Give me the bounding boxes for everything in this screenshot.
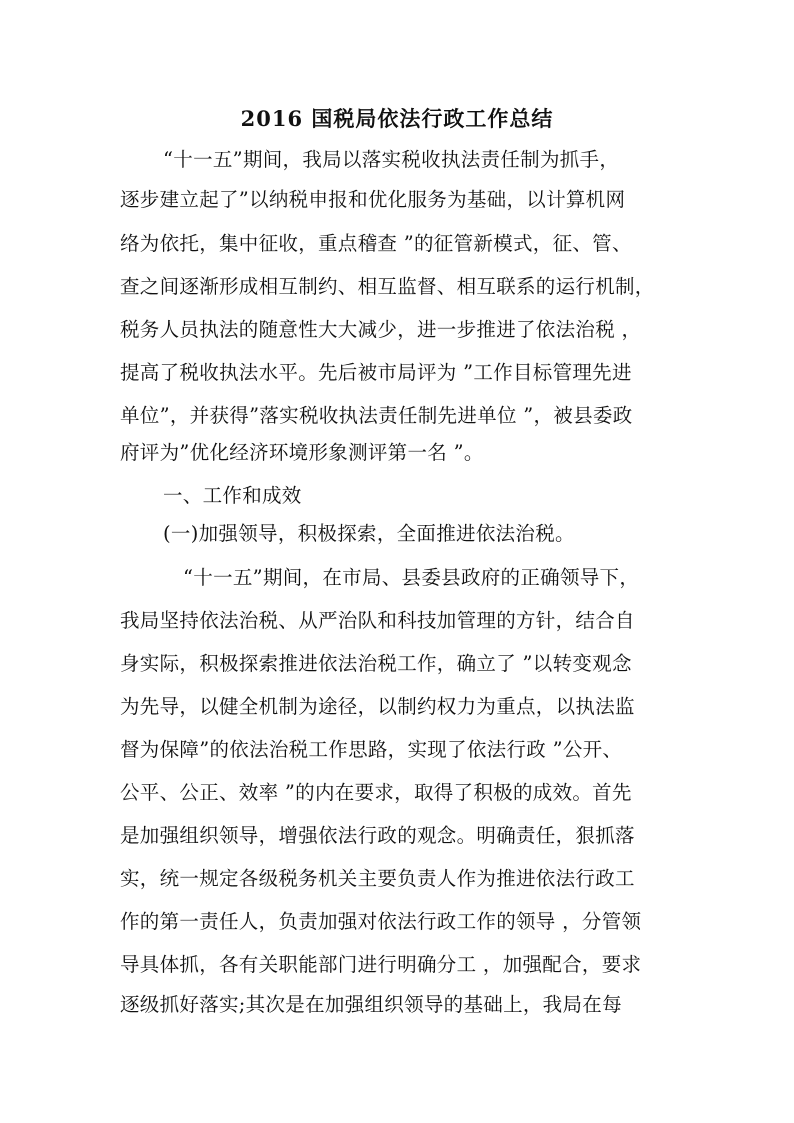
- paragraph-line: “十一五”期间，我局以落实税收执法责任制为抓手，: [163, 148, 620, 171]
- paragraph-line: 实，统一规定各级税务机关主要负责人作为推进依法行政工: [120, 867, 635, 890]
- section-heading: 一、工作和成效: [163, 484, 302, 507]
- document-title: 2016 国税局依法行政工作总结: [240, 106, 554, 131]
- paragraph-line: 单位”，并获得”落实税收执法责任制先进单位 ”，被县委政: [120, 404, 633, 427]
- paragraph-line: 导具体抓，各有关职能部门进行明确分工 ，加强配合，要求: [120, 953, 642, 976]
- paragraph-line: 络为依托，集中征收，重点稽查 ”的征管新模式，征、管、: [120, 232, 632, 255]
- paragraph-line: 府评为”优化经济环境形象测评第一名 ”。: [120, 441, 484, 464]
- paragraph-line: “十一五”期间，在市局、县委县政府的正确领导下，: [183, 566, 640, 589]
- paragraph-line: 作的第一责任人，负责加强对依法行政工作的领导 ，分管领: [120, 910, 642, 933]
- paragraph-line: 是加强组织领导，增强依法行政的观念。明确责任，狠抓落: [120, 824, 635, 847]
- paragraph-line: 公平、公正、效率 ”的内在要求，取得了积极的成效。首先: [120, 781, 632, 804]
- paragraph-line: 逐步建立起了”以纳税申报和优化服务为基础，以计算机网: [120, 188, 626, 211]
- paragraph-line: 税务人员执法的随意性大大减少，进一步推进了依法治税 ，: [120, 318, 642, 341]
- paragraph-line: 我局坚持依法治税、从严治队和科技加管理的方针，结合自: [120, 609, 635, 632]
- paragraph-line: 提高了税收执法水平。先后被市局评为 ”工作目标管理先进: [120, 361, 632, 384]
- paragraph-line: 逐级抓好落实;其次是在加强组织领导的基础上，我局在每: [120, 993, 622, 1016]
- paragraph-line: 为先导，以健全机制为途径，以制约权力为重点，以执法监: [120, 695, 635, 718]
- subsection-heading: (一)加强领导，积极探索，全面推进依法治税。: [163, 522, 575, 545]
- paragraph-line: 查之间逐渐形成相互制约、相互监督、相互联系的运行机制，: [120, 275, 655, 298]
- paragraph-line: 身实际，积极探索推进依法治税工作，确立了 ”以转变观念: [120, 652, 632, 675]
- paragraph-line: 督为保障”的依法治税工作思路，实现了依法行政 ”公开、: [120, 738, 623, 761]
